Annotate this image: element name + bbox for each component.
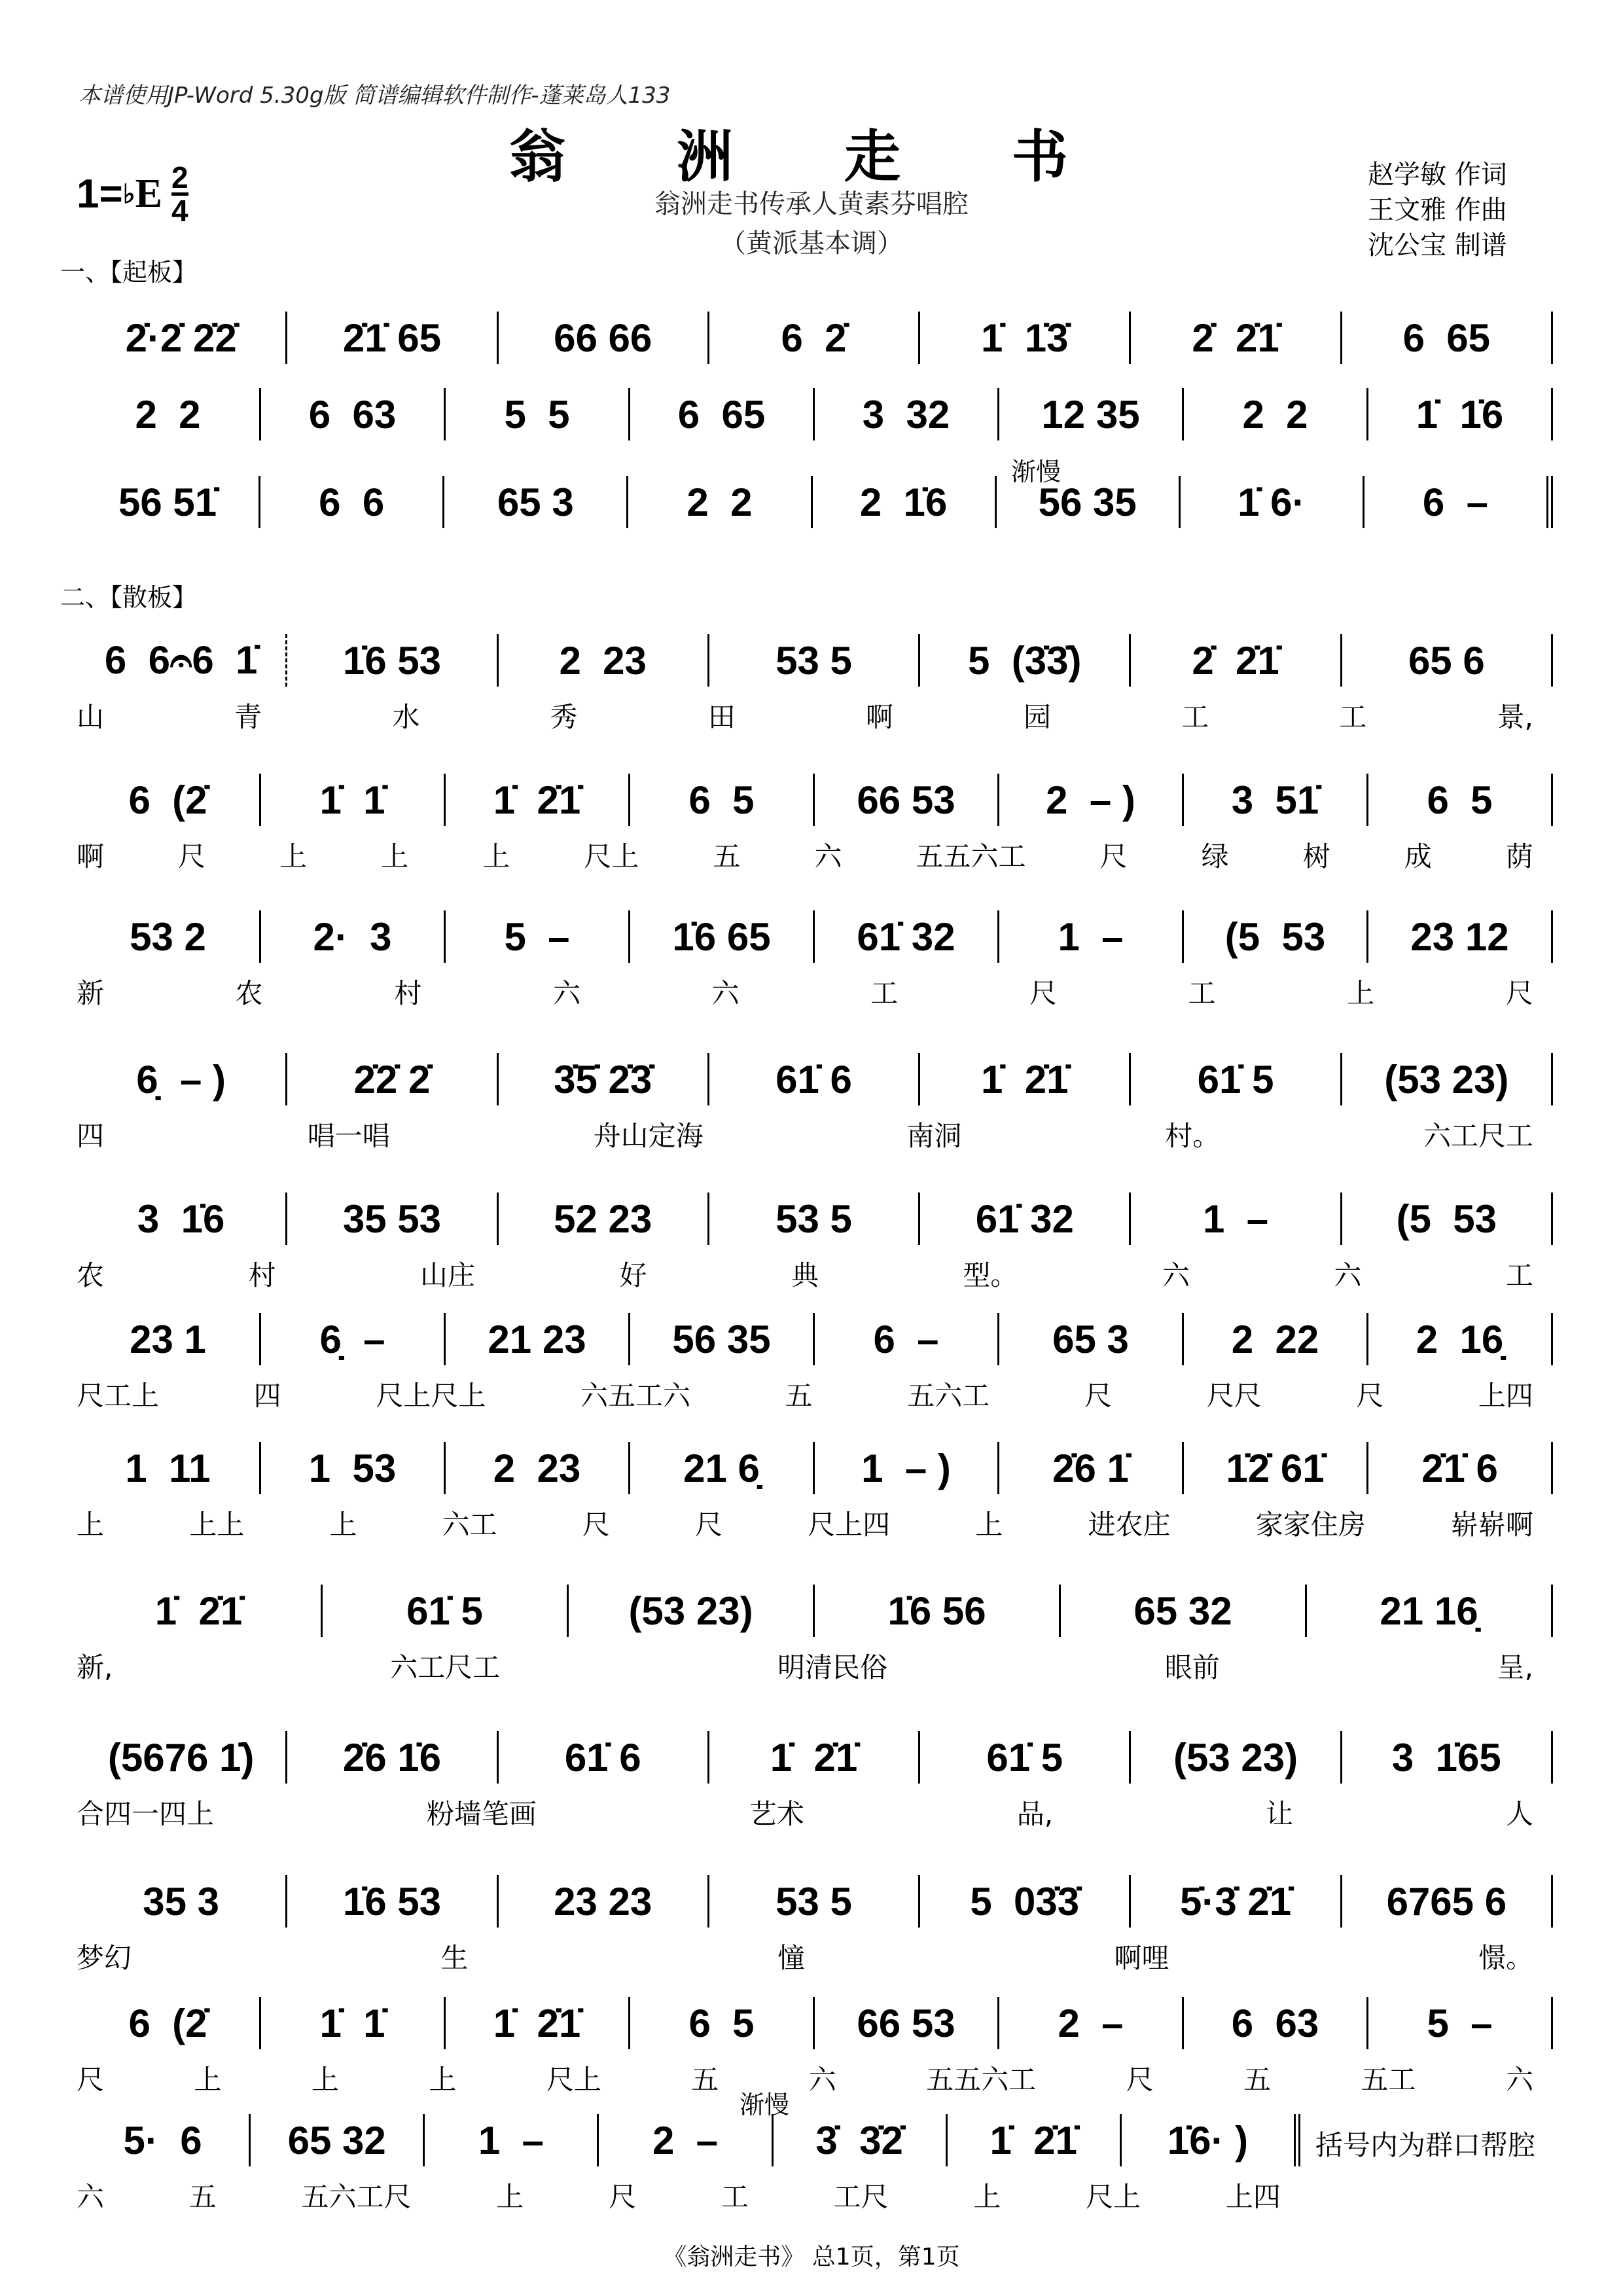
- measure: 6̣ – ): [77, 1053, 287, 1105]
- measure: 6 63: [1184, 1997, 1368, 2049]
- lyric-syllable: 秀: [550, 701, 578, 733]
- lyric-syllable: 啊: [77, 840, 105, 872]
- lyric-syllable: 山: [77, 701, 105, 733]
- lyric-syllable: 粉墙笔画: [426, 1798, 537, 1830]
- lyric-syllable: 五: [785, 1380, 813, 1412]
- measure: 2 2: [1184, 388, 1368, 440]
- measure: 52 23: [499, 1193, 709, 1245]
- lyric-syllable: 尺: [77, 2064, 105, 2096]
- measure: 5 03̇3̇: [920, 1875, 1131, 1928]
- notes-line: [77, 1875, 1553, 1928]
- lyrics-line: [77, 1503, 1553, 1543]
- lyrics-line: [77, 1115, 1553, 1154]
- lyric-syllable: 梦幻: [77, 1942, 132, 1974]
- measure: 53 5: [709, 634, 920, 687]
- measure: 6 5: [1368, 774, 1553, 826]
- lyric-syllable: 五六工尺: [301, 2181, 412, 2213]
- notes-line: [77, 312, 1553, 364]
- lyric-syllable: 尺: [609, 2181, 637, 2213]
- lyric-syllable: 上: [1347, 977, 1375, 1009]
- lyric-syllable: 尺: [178, 840, 206, 872]
- measure: 6 65: [630, 388, 815, 440]
- score-row: [77, 634, 1553, 735]
- measure: 53 2: [77, 910, 261, 963]
- lyric-syllable: 尺: [1356, 1380, 1384, 1412]
- measure: 23 12: [1368, 910, 1553, 963]
- measure: 1 –: [999, 910, 1184, 963]
- measure: (53 23): [569, 1585, 815, 1637]
- measure: 1̇6 56: [815, 1585, 1061, 1637]
- subtitle-note: （黄派基本调）: [720, 228, 903, 259]
- measure: 3 1̇6: [77, 1193, 287, 1245]
- measure: 2 2: [628, 476, 812, 528]
- lyric-syllable: 六: [814, 840, 842, 872]
- notes-line: [77, 476, 1553, 528]
- score-row: [77, 1585, 1553, 1685]
- lyric-syllable: 明清民俗: [777, 1651, 887, 1683]
- lyric-syllable: 村。: [1165, 1120, 1221, 1152]
- notes-line: [77, 388, 1553, 440]
- measure: 2 1̇6: [813, 476, 997, 528]
- measure: 3 1̇65: [1342, 1731, 1553, 1784]
- lyric-syllable: 憧: [777, 1942, 805, 1974]
- notes-line: [77, 634, 1553, 687]
- lyric-syllable: 新: [77, 977, 105, 1009]
- measure: 1̇ 6·: [1181, 476, 1364, 528]
- measure: 2̇6 1̇6: [287, 1731, 498, 1784]
- measure: 2̇1̇ 65: [287, 312, 498, 364]
- measure: 5· 6: [77, 2114, 251, 2166]
- lyric-syllable: 眼前: [1164, 1651, 1220, 1683]
- lyric-syllable: 五: [691, 2064, 719, 2096]
- lyric-syllable: 青: [234, 701, 262, 733]
- measure: 1̇ 1̇3̇: [920, 312, 1131, 364]
- lyric-syllable: 村: [394, 977, 422, 1009]
- notes-line: [77, 1731, 1553, 1784]
- lyric-syllable: 上: [77, 1509, 105, 1541]
- section-label-qiban: 一、【起板】: [60, 258, 198, 287]
- score-row: [77, 774, 1553, 874]
- lyric-syllable: 上: [381, 840, 409, 872]
- measure: 2 22: [1184, 1313, 1368, 1365]
- measure: 2· 3: [261, 910, 446, 963]
- measure: 66 66: [499, 312, 709, 364]
- measure: 6 63: [261, 388, 446, 440]
- lyric-syllable: 唱一唱: [307, 1120, 390, 1152]
- measure: 6 –: [1364, 476, 1553, 528]
- measure: 12 35: [999, 388, 1184, 440]
- lyric-syllable: 田: [707, 701, 736, 733]
- page-footer: 《翁洲走书》 总1页，第1页: [663, 2244, 960, 2270]
- measure: 1 53: [261, 1442, 446, 1494]
- score-row: [77, 1442, 1553, 1543]
- lyric-syllable: 尺尺: [1206, 1380, 1262, 1412]
- lyric-syllable: 尺: [1099, 840, 1128, 872]
- measure: 2 16̣: [1368, 1313, 1553, 1365]
- measure: 61̇ 5: [1131, 1053, 1342, 1105]
- lyric-syllable: 典: [791, 1259, 819, 1291]
- measure: 1̇6 53: [287, 1875, 498, 1928]
- lyric-syllable: 上: [496, 2181, 524, 2213]
- measure: 1̇ 2̇1̇: [948, 2114, 1122, 2166]
- measure: 2 –: [999, 1997, 1184, 2049]
- measure: 5 (3̇3̇): [920, 634, 1131, 687]
- lyric-syllable: 尺: [1029, 977, 1057, 1009]
- lyric-syllable: 呈,: [1497, 1651, 1533, 1683]
- lyric-syllable: 上: [973, 2181, 1001, 2213]
- measure: (53 23): [1131, 1731, 1342, 1784]
- measure: 1̇ 2̇1̇: [709, 1731, 920, 1784]
- lyrics-line: [77, 1793, 1553, 1832]
- lyric-syllable: 工: [1188, 977, 1216, 1009]
- lyric-syllable: 进农庄: [1088, 1509, 1171, 1541]
- lyric-syllable: 六工: [442, 1509, 497, 1541]
- measure: 2̇ 2̇1̇: [1131, 312, 1342, 364]
- lyric-syllable: 上: [975, 1509, 1003, 1541]
- measure: 6 (2̇: [77, 774, 261, 826]
- score-row: [77, 1731, 1553, 1832]
- lyric-syllable: 六: [552, 977, 580, 1009]
- lyrics-line: [77, 835, 1553, 874]
- measure: 35 3: [77, 1875, 287, 1928]
- measure: 6 6𝄐6 1̇: [77, 634, 287, 687]
- lyrics-line: [77, 972, 1553, 1011]
- measure: 56 35: [630, 1313, 815, 1365]
- lyric-syllable: 五: [1243, 2064, 1272, 2096]
- lyric-syllable: 上: [482, 840, 510, 872]
- measure: 6 (2̇: [77, 1997, 261, 2049]
- measure: 2 2: [77, 388, 261, 440]
- measure: 2̇·2̇ 2̇2̇: [77, 312, 287, 364]
- measure: 1̇ 1̇: [261, 774, 446, 826]
- measure: 65 32: [1061, 1585, 1307, 1637]
- lyric-syllable: 村: [248, 1259, 276, 1291]
- lyric-syllable: 六: [77, 2181, 105, 2213]
- measure: 3 51̇: [1184, 774, 1368, 826]
- measure: (5676 1̇): [77, 1731, 287, 1784]
- measure: 2 –: [599, 2114, 773, 2166]
- credits: [1368, 157, 1507, 263]
- measure: 56 35: [997, 476, 1181, 528]
- measure: 65 6: [1342, 634, 1553, 687]
- lyric-syllable: 工: [870, 977, 899, 1009]
- lyric-syllable: 憬。: [1478, 1942, 1533, 1974]
- score-row: [77, 312, 1553, 364]
- page-title: 翁 洲 走 书: [509, 124, 1114, 190]
- lyric-syllable: 五工: [1361, 2064, 1416, 2096]
- lyric-syllable: 上: [429, 2064, 457, 2096]
- lyric-syllable: 四: [253, 1380, 281, 1412]
- notes-line: [77, 910, 1553, 963]
- lyric-syllable: 生: [440, 1942, 469, 1974]
- measure: 3̇ 3̇2̇: [774, 2114, 948, 2166]
- lyric-syllable: 树: [1302, 840, 1330, 872]
- measure: 2 – ): [999, 774, 1184, 826]
- lyric-syllable: 五: [713, 840, 741, 872]
- measure: 66 53: [815, 1997, 999, 2049]
- tempo-mark: 渐慢: [740, 2090, 790, 2119]
- measure: 1̇ 2̇1̇: [77, 1585, 323, 1637]
- lyric-syllable: 品,: [1016, 1798, 1054, 1830]
- measure: 35 53: [287, 1193, 498, 1245]
- lyric-syllable: 工尺: [833, 2181, 889, 2213]
- lyric-syllable: 尺上尺上: [376, 1380, 486, 1412]
- measure: 65 3: [444, 476, 628, 528]
- transcriber-credit: 沈公宝 制谱: [1368, 230, 1507, 260]
- lyric-syllable: 艺术: [749, 1798, 804, 1830]
- key-signature: [77, 162, 188, 226]
- measure: 61̇ 5: [920, 1731, 1131, 1784]
- lyric-syllable: 五五六工: [916, 840, 1026, 872]
- lyric-syllable: 上: [329, 1509, 357, 1541]
- measure: 5 –: [446, 910, 630, 963]
- lyric-syllable: 景,: [1497, 701, 1533, 733]
- lyric-syllable: 农: [77, 1259, 105, 1291]
- measure: 1̇6· ): [1122, 2114, 1300, 2166]
- score-row: [77, 476, 1553, 528]
- measure: 61̇ 32: [920, 1193, 1131, 1245]
- measure: 21 23: [446, 1313, 630, 1365]
- flat-icon: ♭: [122, 179, 135, 209]
- lyric-syllable: 尺上: [1086, 2181, 1141, 2213]
- lyric-syllable: 六五工六: [580, 1380, 690, 1412]
- measure: 2 23: [499, 634, 709, 687]
- lyric-syllable: 工: [1505, 1259, 1533, 1291]
- measure: 61̇ 6: [499, 1731, 709, 1784]
- lyric-syllable: 合四一四上: [77, 1798, 215, 1830]
- lyric-syllable: 荫: [1505, 840, 1533, 872]
- lyric-syllable: 六工尺工: [390, 1651, 501, 1683]
- lyric-syllable: 园: [1024, 701, 1052, 733]
- lyric-syllable: 四: [77, 1120, 105, 1152]
- lyric-syllable: 五: [188, 2181, 217, 2213]
- measure: 1 11: [77, 1442, 261, 1494]
- measure: 1̇6 65: [630, 910, 815, 963]
- measure: 6 2̇: [709, 312, 920, 364]
- lyric-syllable: 尺: [582, 1509, 610, 1541]
- time-bottom: 4: [171, 194, 188, 228]
- lyric-syllable: 尺: [1126, 2064, 1154, 2096]
- measure: (5 53: [1342, 1193, 1553, 1245]
- lyric-syllable: 农: [235, 977, 263, 1009]
- measure: (5 53: [1184, 910, 1368, 963]
- section-label-sanban: 二、【散板】: [60, 583, 198, 612]
- measure: 6 5: [630, 774, 815, 826]
- measure: 5 5: [446, 388, 630, 440]
- notes-line: [77, 1053, 1553, 1105]
- lyric-syllable: 尺工上: [77, 1380, 160, 1412]
- lyric-syllable: 上上: [189, 1509, 245, 1541]
- measure: 1 –: [1131, 1193, 1342, 1245]
- score-row: [77, 1193, 1553, 1293]
- lyric-syllable: 工: [721, 2181, 749, 2213]
- lyric-syllable: 舟山定海: [593, 1120, 704, 1152]
- lyric-syllable: 尺: [1505, 977, 1533, 1009]
- lyric-syllable: 啊哩: [1114, 1942, 1169, 1974]
- measure: 2̇6 1̇: [999, 1442, 1184, 1494]
- lyric-syllable: 六: [711, 977, 740, 1009]
- lyric-syllable: 上四: [1478, 1380, 1533, 1412]
- measure: 66 53: [815, 774, 999, 826]
- lyric-syllable: 让: [1266, 1798, 1294, 1830]
- measure: 53 5: [709, 1875, 920, 1928]
- measure: 6 –: [815, 1313, 999, 1365]
- measure: 1̇ 1̇6: [1368, 388, 1553, 440]
- measure: 1̇ 2̇1̇: [920, 1053, 1131, 1105]
- lyric-syllable: 工: [1181, 701, 1209, 733]
- lyric-syllable: 五五六工: [926, 2064, 1037, 2096]
- measure: (53 23): [1342, 1053, 1553, 1105]
- lyric-syllable: 尺: [1084, 1380, 1112, 1412]
- lyric-syllable: 南洞: [906, 1120, 962, 1152]
- measure: 61̇ 5: [323, 1585, 569, 1637]
- measure: 61̇ 32: [815, 910, 999, 963]
- bracket-note: 括号内为群口帮腔: [1315, 2129, 1536, 2161]
- lyric-syllable: 绿: [1201, 840, 1229, 872]
- measure: 1̇ 2̇1̇: [446, 774, 630, 826]
- time-top: 2: [171, 160, 188, 194]
- lyric-syllable: 上四: [1225, 2181, 1281, 2213]
- lyric-syllable: 好: [619, 1259, 647, 1291]
- lyrics-line: [77, 696, 1553, 735]
- lyric-syllable: 型。: [963, 1259, 1018, 1291]
- measure: 65 3: [999, 1313, 1184, 1365]
- measure: 6 65: [1342, 312, 1553, 364]
- measure: 1̇6 53: [287, 634, 498, 687]
- lyrics-line: [77, 2176, 1300, 2215]
- notes-line: [77, 2114, 1300, 2166]
- measure: 1̇ 1̇: [261, 1997, 446, 2049]
- lyric-syllable: 上: [279, 840, 308, 872]
- lyric-syllable: 六: [1162, 1259, 1190, 1291]
- lyric-syllable: 尺上: [584, 840, 639, 872]
- key-label: 1=: [77, 171, 123, 217]
- notes-line: [77, 1585, 1553, 1637]
- measure: 21 16̣: [1307, 1585, 1553, 1637]
- lyric-syllable: 上: [194, 2064, 222, 2096]
- measure: 1̇2̇ 61̇: [1184, 1442, 1368, 1494]
- notes-line: [77, 774, 1553, 826]
- composer-credit: 王文雅 作曲: [1368, 195, 1507, 225]
- measure: 53 5: [709, 1193, 920, 1245]
- measure: 1̇ 2̇1̇: [446, 1997, 630, 2049]
- measure: 2̇1̇ 6: [1368, 1442, 1553, 1494]
- score-row: [77, 2114, 1300, 2215]
- notes-line: [77, 1193, 1553, 1245]
- lyric-syllable: 啊: [865, 701, 893, 733]
- lyrics-line: [77, 1254, 1553, 1293]
- score-row: [77, 1313, 1553, 1414]
- lyric-syllable: 六: [1334, 1259, 1362, 1291]
- lyric-syllable: 山庄: [419, 1259, 475, 1291]
- measure: 1 –: [425, 2114, 599, 2166]
- notes-line: [77, 1313, 1553, 1365]
- lyric-syllable: 尺上: [546, 2064, 601, 2096]
- time-signature: [171, 162, 188, 226]
- score-row: [77, 388, 1553, 440]
- lyrics-line: [77, 2058, 1553, 2098]
- measure: 1 – ): [815, 1442, 999, 1494]
- lyric-syllable: 尺: [694, 1509, 722, 1541]
- measure: 2 23: [446, 1442, 630, 1494]
- lyricist-credit: 赵学敏 作词: [1368, 160, 1507, 190]
- measure: 6 6: [260, 476, 444, 528]
- score-row: [77, 1053, 1553, 1154]
- lyric-syllable: 崭崭啊: [1450, 1509, 1533, 1541]
- measure: 61̇ 6: [709, 1053, 920, 1105]
- lyric-syllable: 六: [808, 2064, 836, 2096]
- lyrics-line: [77, 1937, 1553, 1976]
- key-note: E: [135, 171, 162, 216]
- measure: 2̇ 2̇1̇: [1131, 634, 1342, 687]
- notes-line: [77, 1442, 1553, 1494]
- measure: 3̇5̇ 2̇3̇: [499, 1053, 709, 1105]
- measure: 23 1: [77, 1313, 261, 1365]
- measure: 6765 6: [1342, 1875, 1553, 1928]
- software-note: 本谱使用JP-Word 5.30g版 简谱编辑软件制作-蓬莱岛人133: [79, 82, 671, 109]
- lyric-syllable: 上: [311, 2064, 339, 2096]
- lyric-syllable: 成: [1404, 840, 1432, 872]
- lyric-syllable: 家家住房: [1255, 1509, 1366, 1541]
- score-row: [77, 1997, 1553, 2098]
- lyric-syllable: 六工尺工: [1423, 1120, 1533, 1152]
- lyric-syllable: 人: [1505, 1798, 1533, 1830]
- lyric-syllable: 水: [392, 701, 420, 733]
- lyrics-line: [77, 1374, 1553, 1414]
- lyric-syllable: 五六工: [907, 1380, 990, 1412]
- measure: 3 32: [815, 388, 999, 440]
- measure: 6 5: [630, 1997, 815, 2049]
- measure: 6̣ –: [261, 1313, 446, 1365]
- measure: 23 23: [499, 1875, 709, 1928]
- lyric-syllable: 尺上四: [808, 1509, 891, 1541]
- lyric-syllable: 六: [1505, 2064, 1533, 2096]
- measure: 65 32: [251, 2114, 425, 2166]
- score-row: [77, 910, 1553, 1011]
- score-row: [77, 1875, 1553, 1976]
- measure: 2̇2̇ 2̇: [287, 1053, 498, 1105]
- subtitle: 翁洲走书传承人黄素芬唱腔: [654, 189, 969, 219]
- lyric-syllable: 新,: [77, 1651, 113, 1683]
- measure: 56 51̇: [77, 476, 260, 528]
- measure: 5 –: [1368, 1997, 1553, 2049]
- tempo-mark: 渐慢: [1011, 457, 1061, 486]
- notes-line: [77, 1997, 1553, 2049]
- measure: 5̇·3̇ 2̇1̇: [1131, 1875, 1342, 1928]
- lyrics-line: [77, 1646, 1553, 1685]
- lyric-syllable: 工: [1339, 701, 1367, 733]
- measure: 21 6̣: [630, 1442, 815, 1494]
